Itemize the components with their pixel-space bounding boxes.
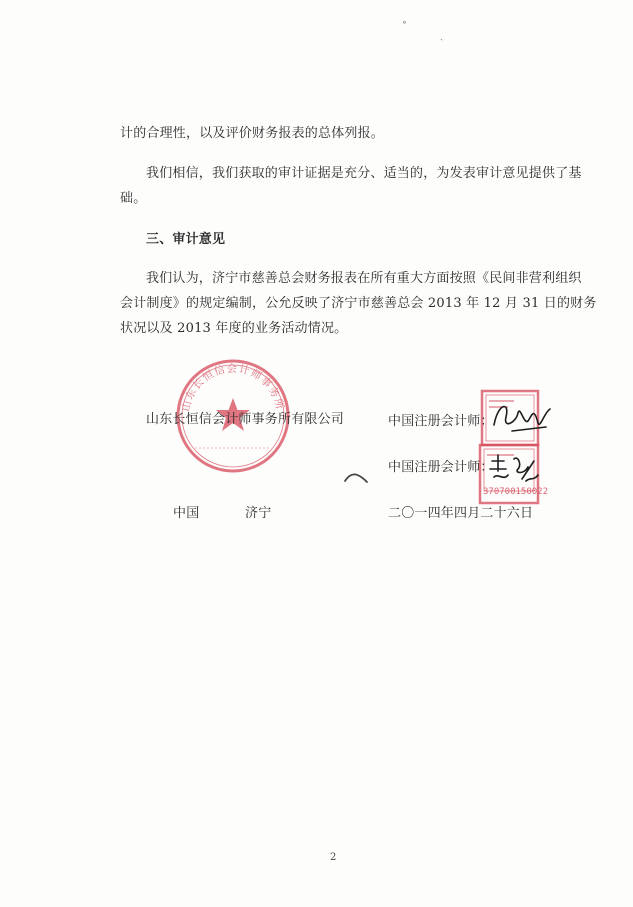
paragraph-belief-line1: 我们相信，我们获取的审计证据是充分、适当的，为发表审计意见提供了基 [146, 166, 582, 181]
scan-speck: ˎ [440, 30, 444, 41]
cpa-stamp-number: 370700150022 [483, 487, 549, 497]
pen-mark [343, 470, 371, 484]
page-number: 2 [330, 852, 337, 863]
report-date: 二〇一四年四月二十六日 [388, 506, 534, 521]
paragraph-continuation: 计的合理性，以及评价财务报表的总体列报。 [120, 126, 385, 141]
opinion-line3: 状况以及 2013 年度的业务活动情况。 [120, 321, 348, 336]
opinion-line2: 会计制度》的规定编制，公允反映了济宁市慈善总会 2013 年 12 月 31 日的财务 [120, 296, 597, 311]
opinion-line1: 我们认为，济宁市慈善总会财务报表在所有重大方面按照《民间非营利组织 [146, 271, 582, 286]
firm-seal-text: 山东长恒信会计师事务所有限公司 [167, 347, 286, 413]
firm-name: 山东长恒信会计师事务所有限公司 [146, 412, 345, 427]
cpa-label-1: 中国注册会计师： [388, 414, 494, 429]
paragraph-belief-line2: 础。 [120, 191, 147, 206]
section-heading: 三、审计意见 [146, 232, 226, 247]
svg-text:山东长恒信会计师事务所有限公司 [167, 346, 286, 412]
cpa-signature-1 [488, 395, 558, 440]
scan-speck: ˚ [402, 22, 407, 33]
location-country: 中国 [173, 506, 200, 521]
cpa-label-2: 中国注册会计师： [388, 460, 494, 475]
location-city: 济宁 [245, 506, 272, 521]
